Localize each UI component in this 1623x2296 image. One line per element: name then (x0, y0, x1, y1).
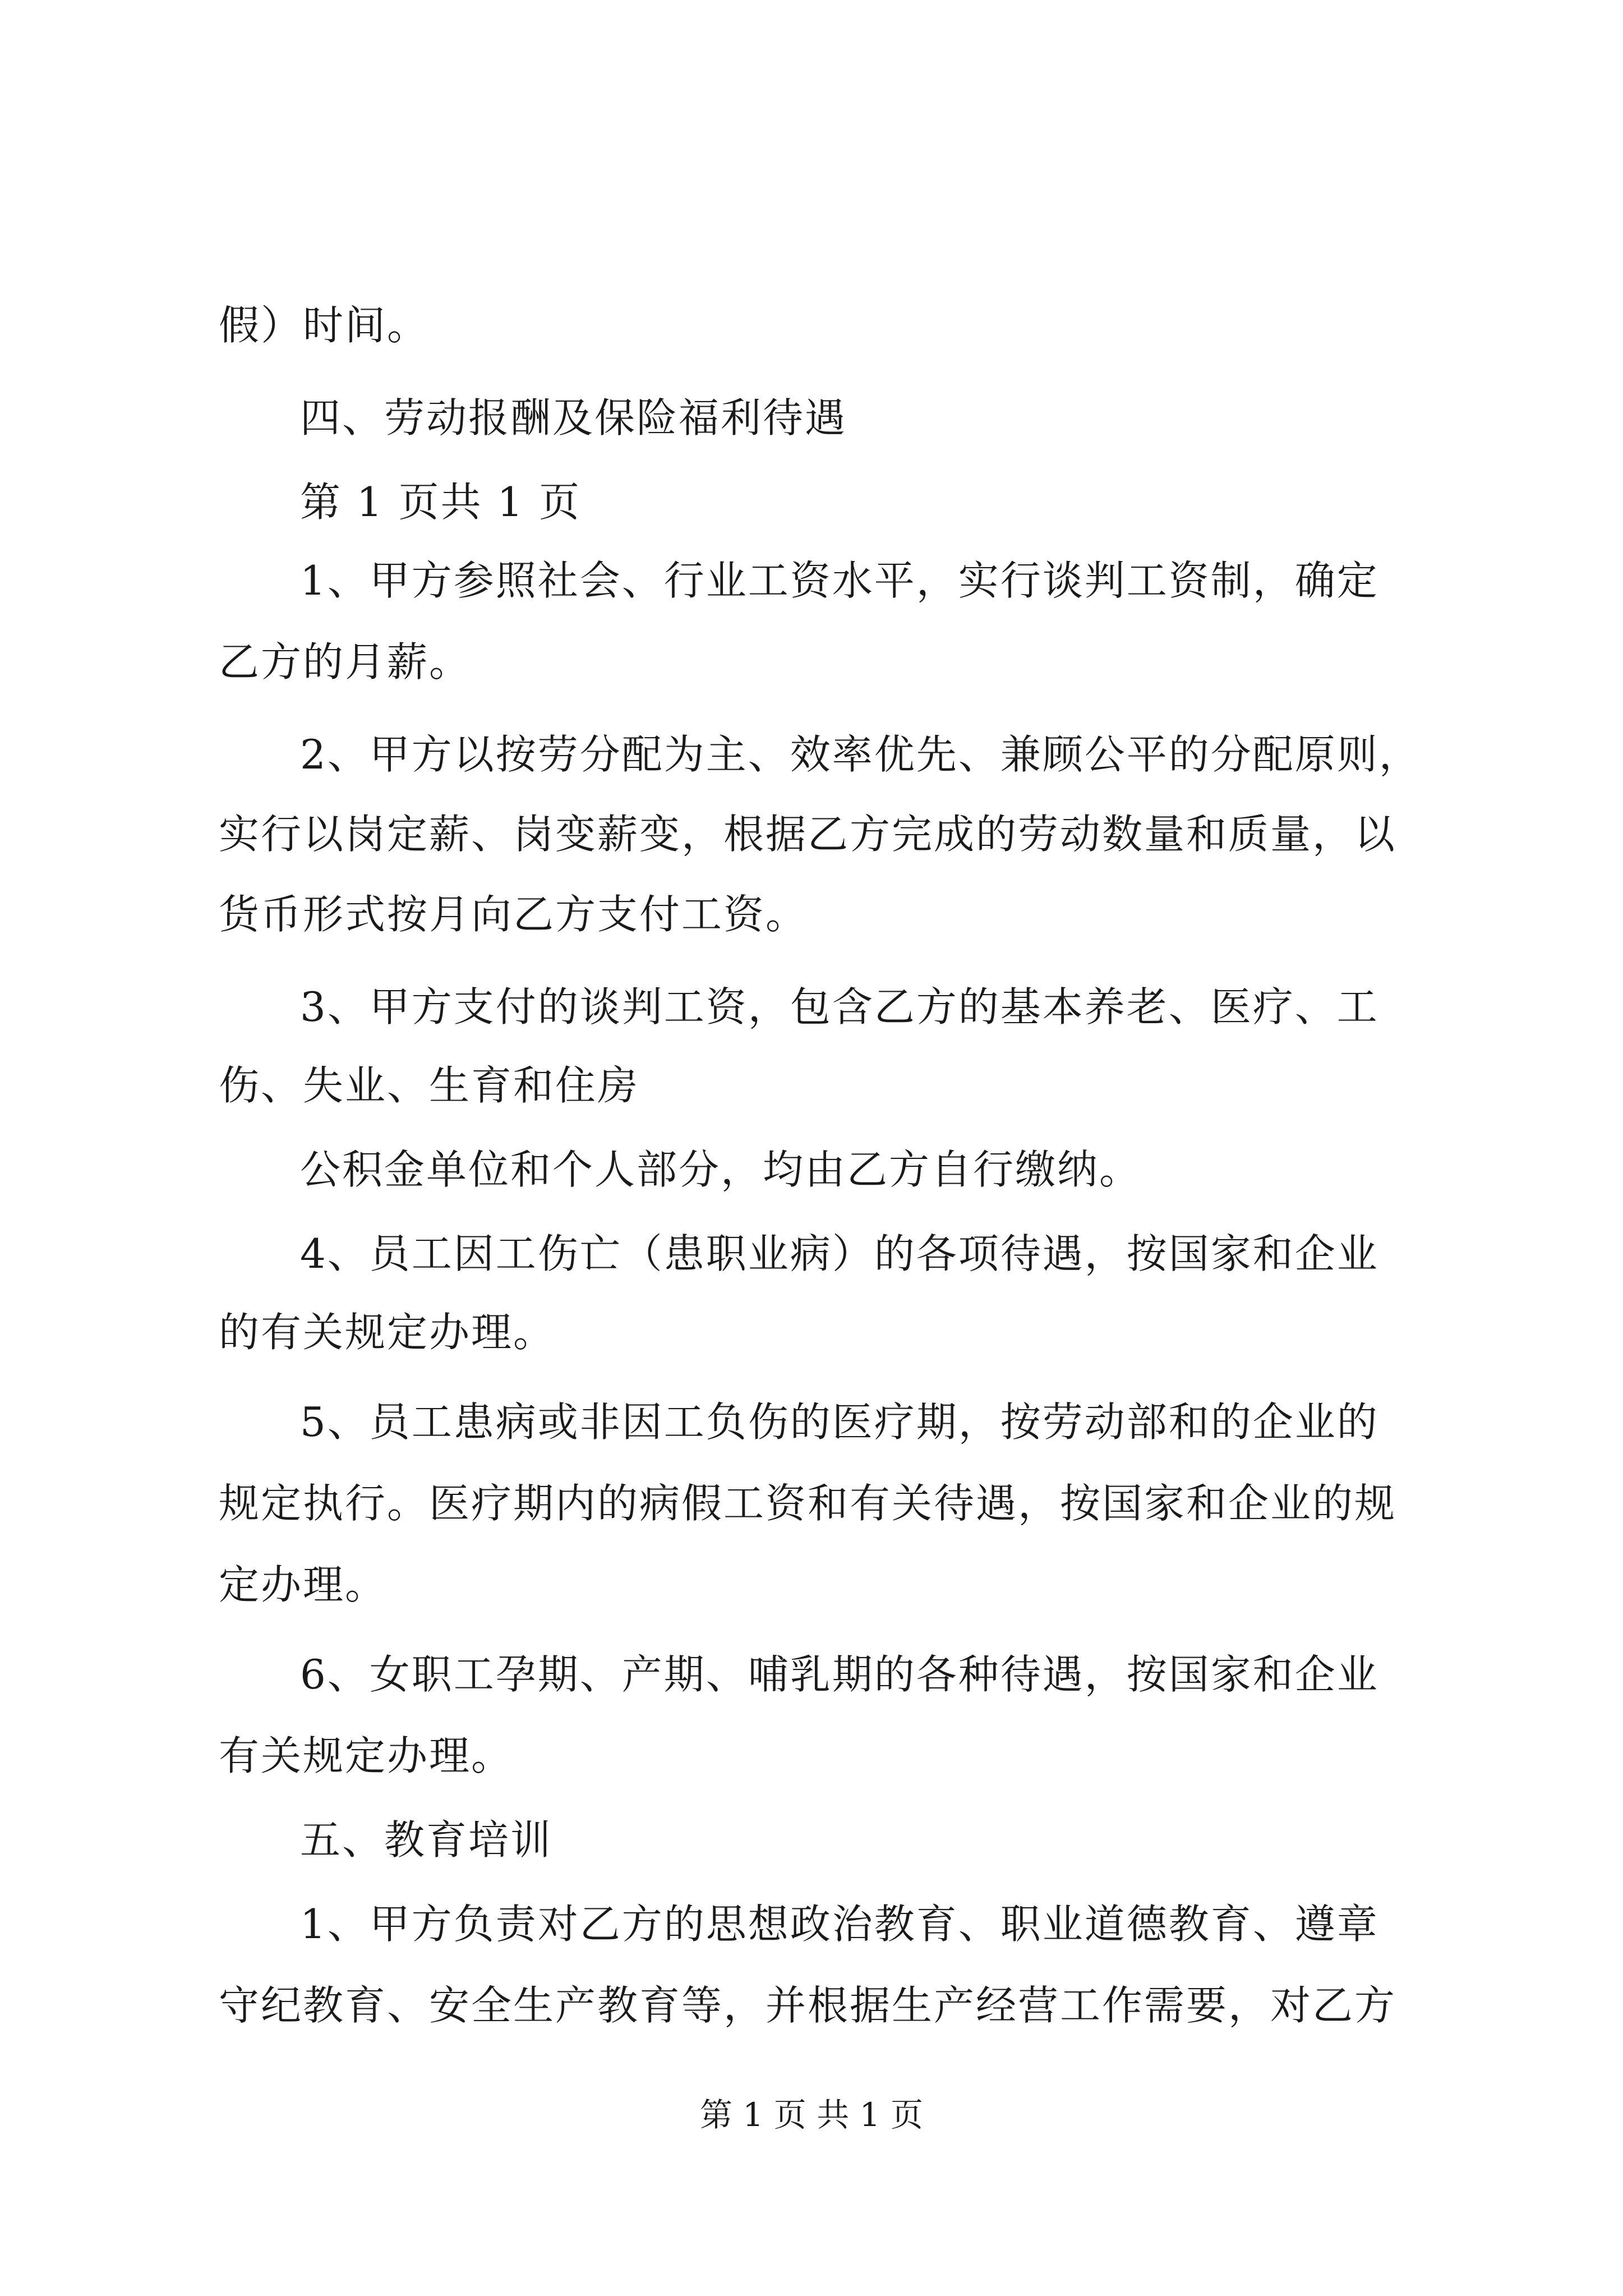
paragraph-line: 5、员工患病或非因工负伤的医疗期，按劳动部和的企业的 (300, 1398, 1379, 1446)
paragraph-line: 实行以岗定薪、岗变薪变，根据乙方完成的劳动数量和质量，以 (219, 811, 1397, 858)
section-heading: 五、教育培训 (300, 1816, 553, 1864)
paragraph-line: 2、甲方以按劳分配为主、效率优先、兼顾公平的分配原则， (300, 731, 1421, 778)
section-heading: 四、劳动报酬及保险福利待遇 (300, 394, 847, 441)
paragraph-line: 1、甲方负责对乙方的思想政治教育、职业道德教育、遵章 (300, 1901, 1379, 1948)
paragraph-line: 6、女职工孕期、产期、哺乳期的各种待遇，按国家和企业 (300, 1651, 1379, 1698)
paragraph-line: 3、甲方支付的谈判工资，包含乙方的基本养老、医疗、工 (300, 983, 1379, 1030)
paragraph-line: 守纪教育、安全生产教育等，并根据生产经营工作需要，对乙方 (219, 1982, 1397, 2029)
inline-page-marker: 第 1 页共 1 页 (300, 478, 582, 526)
paragraph-line: 货币形式按月向乙方支付工资。 (219, 891, 808, 938)
paragraph-line: 公积金单位和个人部分，均由乙方自行缴纳。 (300, 1146, 1142, 1193)
paragraph-line: 定办理。 (219, 1561, 388, 1608)
body-line: 假）时间。 (219, 302, 430, 349)
paragraph-line: 有关规定办理。 (219, 1732, 514, 1779)
paragraph-line: 规定执行。医疗期内的病假工资和有关待遇，按国家和企业的规 (219, 1480, 1397, 1527)
paragraph-line: 乙方的月薪。 (219, 638, 472, 685)
paragraph-line: 伤、失业、生育和住房 (219, 1062, 640, 1109)
paragraph-line: 1、甲方参照社会、行业工资水平，实行谈判工资制，确定 (300, 557, 1379, 604)
page-footer: 第 1 页 共 1 页 (700, 2096, 923, 2134)
paragraph-line: 的有关规定办理。 (219, 1309, 556, 1356)
paragraph-line: 4、员工因工伤亡（患职业病）的各项待遇，按国家和企业 (300, 1230, 1379, 1277)
